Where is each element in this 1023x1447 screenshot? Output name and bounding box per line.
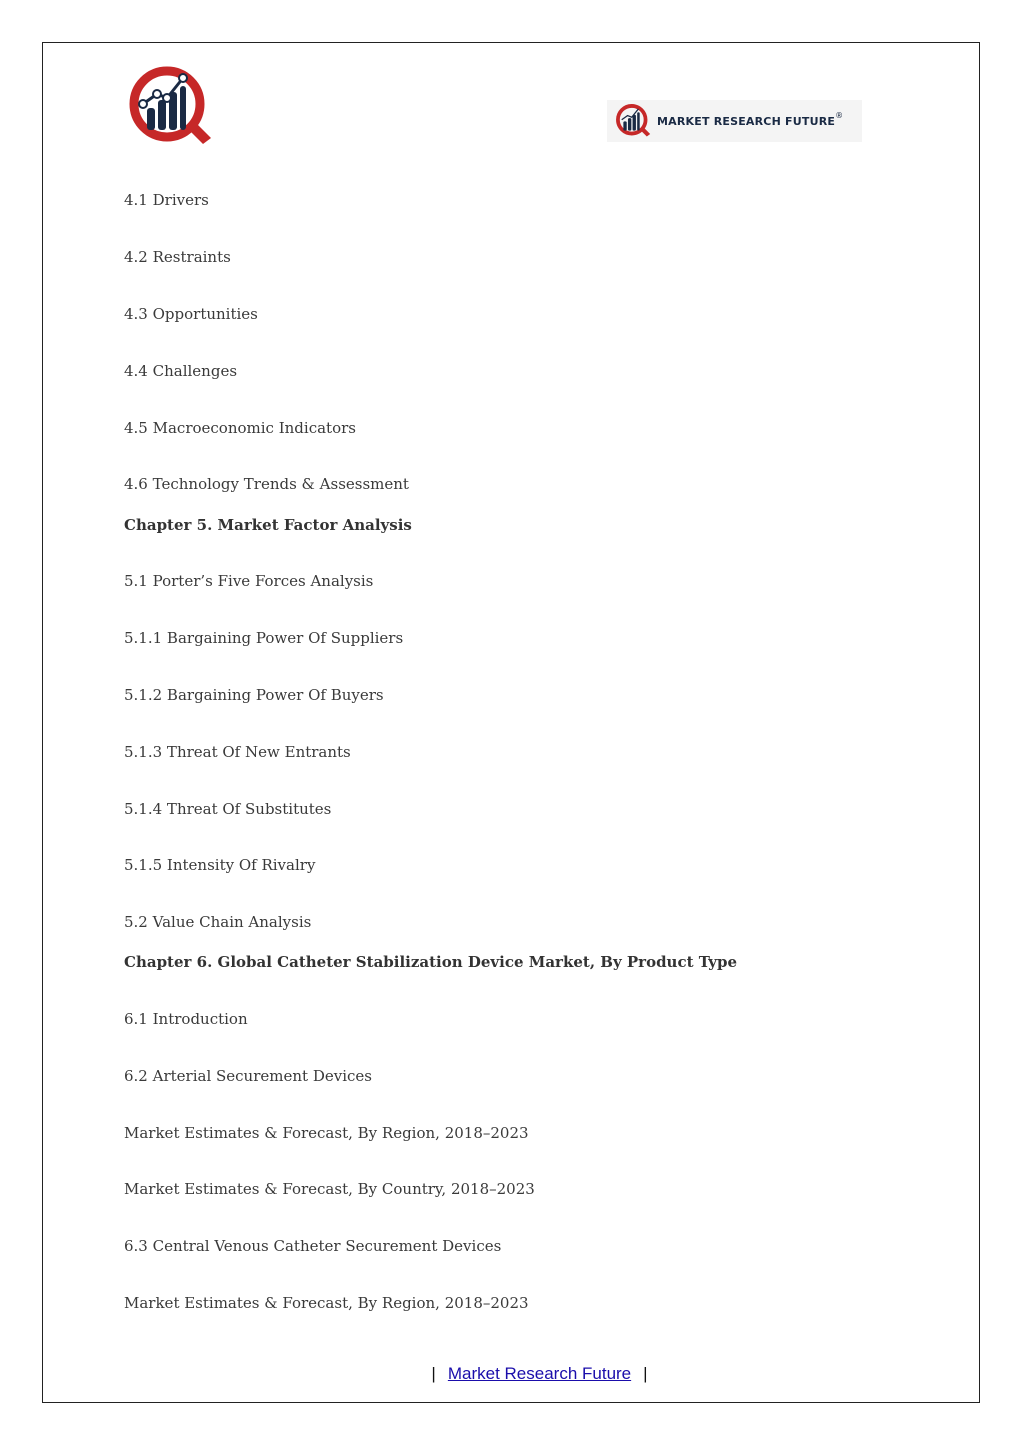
toc-item: 6.3 Central Venous Catheter Securement Devices — [124, 1237, 502, 1255]
toc-item: 5.1.2 Bargaining Power Of Buyers — [124, 686, 384, 704]
footer-pipe-left: | — [431, 1364, 436, 1383]
toc-chapter-heading: Chapter 5. Market Factor Analysis — [124, 516, 412, 534]
toc-item: 6.2 Arterial Securement Devices — [124, 1067, 372, 1085]
toc-item: 4.3 Opportunities — [124, 305, 258, 323]
toc-item: 5.1.4 Threat Of Substitutes — [124, 800, 332, 818]
market-research-future-logo-icon — [613, 103, 653, 139]
brand-name: MARKET RESEARCH FUTURE — [657, 114, 836, 128]
market-research-future-logo-icon — [127, 64, 213, 150]
toc-item: 4.5 Macroeconomic Indicators — [124, 419, 356, 437]
toc-item: 4.4 Challenges — [124, 362, 238, 380]
footer-pipe-right: | — [643, 1364, 648, 1383]
footer-link[interactable]: Market Research Future — [447, 1364, 632, 1383]
toc-item: 5.1.3 Threat Of New Entrants — [124, 743, 351, 761]
page-footer — [0, 1364, 1023, 1384]
toc-item: 4.1 Drivers — [124, 191, 209, 209]
brand-logo-banner — [607, 100, 862, 142]
toc-item: Market Estimates & Forecast, By Region, 2018–2023 — [124, 1124, 529, 1142]
toc-item: Market Estimates & Forecast, By Country, 2018–2023 — [124, 1180, 535, 1198]
toc-item: 5.1.5 Intensity Of Rivalry — [124, 856, 316, 874]
toc-item: 4.2 Restraints — [124, 248, 231, 266]
toc-item: 5.1.1 Bargaining Power Of Suppliers — [124, 629, 404, 647]
registered-mark: ® — [835, 110, 844, 120]
toc-item: 5.2 Value Chain Analysis — [124, 913, 312, 931]
toc-item: Market Estimates & Forecast, By Region, 2018–2023 — [124, 1294, 529, 1312]
toc-item: 6.1 Introduction — [124, 1010, 248, 1028]
toc-chapter-heading: Chapter 6. Global Catheter Stabilization Device Market, By Product Type — [124, 953, 738, 971]
toc-item: 5.1 Porter’s Five Forces Analysis — [124, 572, 374, 590]
toc-item: 4.6 Technology Trends & Assessment — [124, 475, 409, 493]
